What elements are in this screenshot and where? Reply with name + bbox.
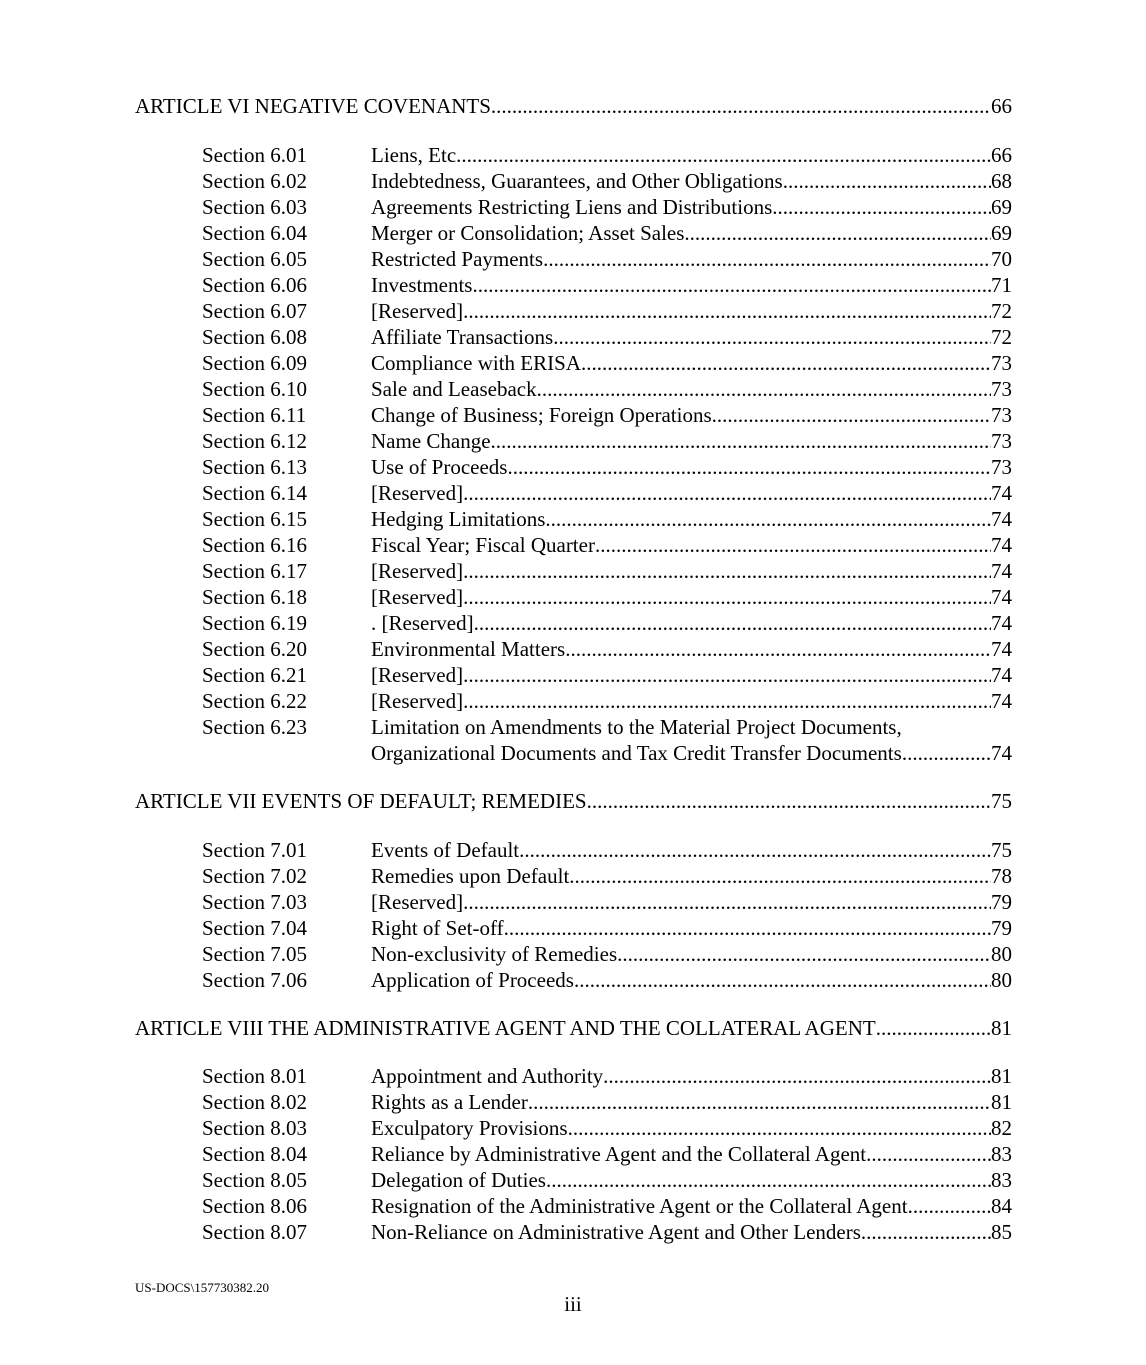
section-number: Section 6.12 (202, 429, 307, 453)
toc-entry (202, 532, 1012, 558)
toc-entry (202, 246, 1012, 272)
toc-entry (202, 688, 1012, 714)
section-number: Section 6.08 (202, 325, 307, 349)
toc-entry (202, 298, 1012, 324)
section-number: Section 6.21 (202, 663, 307, 687)
section-number: Section 7.01 (202, 838, 307, 862)
section-number: Section 6.06 (202, 273, 307, 297)
dot-leader (772, 194, 991, 220)
dot-leader (528, 1089, 991, 1115)
toc-entry (202, 584, 1012, 610)
section-title: Affiliate Transactions (371, 325, 554, 349)
toc-entry (202, 837, 1012, 863)
dot-leader (474, 610, 991, 636)
section-number: Section 7.03 (202, 890, 307, 914)
section-title: Non-Reliance on Administrative Agent and Other Lenders (371, 1220, 861, 1244)
dot-leader (902, 740, 991, 766)
toc-entry (202, 636, 1012, 662)
toc-entry (202, 1115, 1012, 1141)
section-number: Section 6.20 (202, 637, 307, 661)
page-number: 74 (991, 533, 1012, 557)
toc-entry (202, 142, 1012, 168)
page-number: 79 (991, 916, 1012, 940)
section-number: Section 6.07 (202, 299, 307, 323)
section-title: [Reserved] (371, 299, 464, 323)
section-title: Delegation of Duties (371, 1168, 546, 1192)
dot-leader (603, 1063, 991, 1089)
toc-entry (202, 1089, 1012, 1115)
toc-entry (202, 1167, 1012, 1193)
toc-entry (202, 506, 1012, 532)
section-title: Environmental Matters (371, 637, 566, 661)
page-number: 74 (991, 481, 1012, 505)
article-heading-viii (135, 1015, 1012, 1041)
dot-leader (569, 863, 991, 889)
toc-entry (202, 662, 1012, 688)
dot-leader (456, 142, 991, 168)
section-title-continued: Organizational Documents and Tax Credit Transfer Documents (371, 741, 902, 765)
section-title: Hedging Limitations (371, 507, 546, 531)
section-title: Reliance by Administrative Agent and the Collateral Agent (371, 1142, 867, 1166)
section-title: Liens, Etc (371, 143, 457, 167)
toc-entry (202, 941, 1012, 967)
section-title: [Reserved]. (371, 890, 469, 914)
section-number: Section 6.13 (202, 455, 307, 479)
section-number: Section 6.04 (202, 221, 307, 245)
section-number: Section 6.23 (202, 715, 307, 739)
page-number: 72 (991, 325, 1012, 349)
section-number: Section 7.02 (202, 864, 307, 888)
page-number: 74 (991, 637, 1012, 661)
section-title: Indebtedness, Guarantees, and Other Obligations (371, 169, 783, 193)
dot-leader (587, 788, 991, 814)
page-number: 74 (991, 585, 1012, 609)
page-number: 70 (991, 247, 1012, 271)
dot-leader (463, 558, 991, 584)
dot-leader (866, 1141, 991, 1167)
section-number: Section 6.14 (202, 481, 307, 505)
section-number: Section 8.01 (202, 1064, 307, 1088)
toc-entry (202, 714, 1012, 740)
page-number: 83 (991, 1168, 1012, 1192)
toc-entry (202, 967, 1012, 993)
section-number: Section 6.05 (202, 247, 307, 271)
toc-entry (202, 889, 1012, 915)
dot-leader (504, 915, 991, 941)
section-title: Right of Set-off (371, 916, 504, 940)
dot-leader (468, 889, 991, 915)
section-number: Section 8.07 (202, 1220, 307, 1244)
document-id: US-DOCS\157730382.20 (135, 1280, 269, 1295)
article-title: ARTICLE VII EVENTS OF DEFAULT; REMEDIES (135, 789, 587, 813)
dot-leader (546, 1167, 991, 1193)
dot-leader (519, 837, 991, 863)
dot-leader (568, 1115, 991, 1141)
section-number: Section 8.02 (202, 1090, 307, 1114)
article-heading-vii (135, 788, 1012, 814)
section-title: Use of Proceeds (371, 455, 508, 479)
section-number: Section 7.04 (202, 916, 307, 940)
dot-leader (463, 584, 991, 610)
toc-entry (202, 324, 1012, 350)
dot-leader (463, 688, 991, 714)
section-title: Agreements Restricting Liens and Distributions (371, 195, 773, 219)
section-title: Exculpatory Provisions (371, 1116, 568, 1140)
dot-leader (595, 532, 991, 558)
page-number: 80 (991, 968, 1012, 992)
section-number: Section 8.05 (202, 1168, 307, 1192)
section-number: Section 6.16 (202, 533, 307, 557)
section-number: Section 6.02 (202, 169, 307, 193)
page-number: 74 (991, 559, 1012, 583)
section-title: [Reserved] (371, 689, 464, 713)
section-number: Section 8.06 (202, 1194, 307, 1218)
section-title: [Reserved] (371, 559, 464, 583)
page-number: 74 (991, 507, 1012, 531)
section-title: Events of Default (371, 838, 520, 862)
section-number: Section 6.03 (202, 195, 307, 219)
dot-leader (491, 93, 991, 119)
page-number: 81 (991, 1064, 1012, 1088)
page-number: 83 (991, 1142, 1012, 1166)
section-title: Appointment and Authority (371, 1064, 604, 1088)
article-title: ARTICLE VI NEGATIVE COVENANTS (135, 94, 491, 118)
section-title: [Reserved] (371, 481, 464, 505)
section-title: Compliance with ERISA (371, 351, 581, 375)
dot-leader (712, 402, 991, 428)
toc-entry (202, 402, 1012, 428)
toc-entry (202, 1063, 1012, 1089)
page-number: 69 (991, 195, 1012, 219)
section-title: Name Change (371, 429, 491, 453)
dot-leader (491, 428, 991, 454)
section-number: Section 6.01 (202, 143, 307, 167)
dot-leader (908, 1193, 991, 1219)
section-title: Remedies upon Default (371, 864, 570, 888)
page-number: 69 (991, 221, 1012, 245)
page-number: 85 (991, 1220, 1012, 1244)
page-number: 73 (991, 429, 1012, 453)
toc-entry (202, 376, 1012, 402)
page-number: 74 (991, 663, 1012, 687)
dot-leader (545, 506, 991, 532)
section-title: . [Reserved] (371, 611, 474, 635)
section-title: Fiscal Year; Fiscal Quarter (371, 533, 595, 557)
dot-leader (553, 324, 991, 350)
page-number: 81 (991, 1090, 1012, 1114)
toc-entry (202, 272, 1012, 298)
toc-entry (202, 168, 1012, 194)
page-number: 73 (991, 351, 1012, 375)
toc-entry (202, 1141, 1012, 1167)
section-title: Sale and Leaseback (371, 377, 537, 401)
section-title: Investments (371, 273, 473, 297)
section-title: [Reserved] (371, 663, 464, 687)
page-number: 75 (991, 789, 1012, 813)
dot-leader (463, 662, 991, 688)
toc-entry (202, 610, 1012, 636)
page-number: 73 (991, 377, 1012, 401)
toc-entry-continuation (371, 740, 1012, 766)
page-label: iii (564, 1292, 582, 1316)
dot-leader (861, 1219, 991, 1245)
toc-entry (202, 1193, 1012, 1219)
page-number: 78 (991, 864, 1012, 888)
dot-leader (574, 967, 991, 993)
section-number: Section 6.22 (202, 689, 307, 713)
dot-leader (507, 454, 991, 480)
section-number: Section 6.19 (202, 611, 307, 635)
toc-entry (202, 194, 1012, 220)
page-number: 75 (991, 838, 1012, 862)
dot-leader (543, 246, 991, 272)
section-title: Change of Business; Foreign Operations (371, 403, 712, 427)
page-number: 66 (991, 94, 1012, 118)
section-number: Section 8.04 (202, 1142, 307, 1166)
toc-entry (202, 480, 1012, 506)
article-heading-vi (135, 93, 1012, 119)
page-number: 80 (991, 942, 1012, 966)
section-title: Non-exclusivity of Remedies (371, 942, 618, 966)
section-number: Section 6.11 (202, 403, 307, 427)
section-number: Section 8.03 (202, 1116, 307, 1140)
section-title: Resignation of the Administrative Agent or the Collateral Agent (371, 1194, 908, 1218)
section-number: Section 6.17 (202, 559, 307, 583)
section-number: Section 6.09 (202, 351, 307, 375)
section-title: Merger or Consolidation; Asset Sales (371, 221, 685, 245)
dot-leader (463, 480, 991, 506)
page-number: 72 (991, 299, 1012, 323)
dot-leader (876, 1015, 991, 1041)
dot-leader (472, 272, 991, 298)
dot-leader (537, 376, 991, 402)
toc-entry (202, 915, 1012, 941)
section-number: Section 7.05 (202, 942, 307, 966)
page-number: 74 (991, 689, 1012, 713)
toc-entry (202, 863, 1012, 889)
page-number: 82 (991, 1116, 1012, 1140)
page-number: 71 (991, 273, 1012, 297)
section-number: Section 7.06 (202, 968, 307, 992)
dot-leader (463, 298, 991, 324)
section-title: Limitation on Amendments to the Material Project Documents, (371, 715, 902, 739)
page-number: 68 (991, 169, 1012, 193)
toc-entry (202, 558, 1012, 584)
toc-entry (202, 220, 1012, 246)
section-title: Rights as a Lender (371, 1090, 528, 1114)
article-title: ARTICLE VIII THE ADMINISTRATIVE AGENT AND THE COLLATERAL AGENT (135, 1016, 876, 1040)
page-number: 66 (991, 143, 1012, 167)
toc-entry (202, 1219, 1012, 1245)
section-title: Restricted Payments (371, 247, 544, 271)
toc-entry (202, 350, 1012, 376)
page-number: 74 (991, 741, 1012, 765)
dot-leader (565, 636, 991, 662)
page-number: 81 (991, 1016, 1012, 1040)
dot-leader (783, 168, 991, 194)
section-title: [Reserved] (371, 585, 464, 609)
toc-entry (202, 428, 1012, 454)
dot-leader (581, 350, 991, 376)
page-number: 73 (991, 403, 1012, 427)
dot-leader (617, 941, 991, 967)
section-number: Section 6.15 (202, 507, 307, 531)
page-number: 74 (991, 611, 1012, 635)
dot-leader (684, 220, 991, 246)
page-number: 73 (991, 455, 1012, 479)
section-number: Section 6.10 (202, 377, 307, 401)
section-number: Section 6.18 (202, 585, 307, 609)
section-title: Application of Proceeds (371, 968, 574, 992)
page-number: 84 (991, 1194, 1012, 1218)
page-number: 79 (991, 890, 1012, 914)
toc-entry (202, 454, 1012, 480)
